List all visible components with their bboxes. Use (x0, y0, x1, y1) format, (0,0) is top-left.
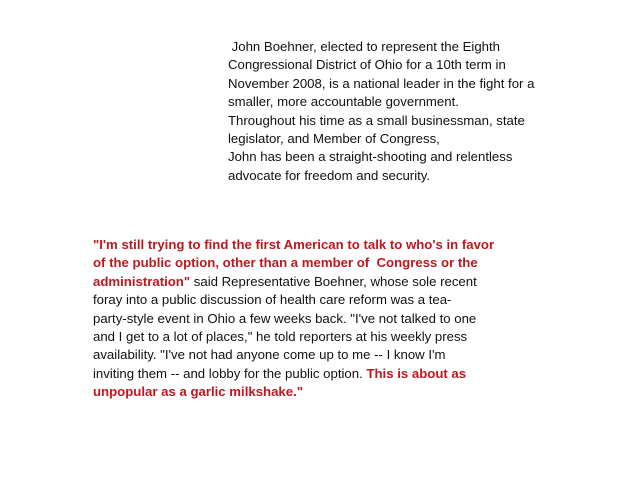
quote-text: inviting them -- and lobby for the public option. (93, 365, 367, 381)
bio-line: John has been a straight-shooting and relentless (228, 149, 513, 165)
bio-line: November 2008, is a national leader in the fight for a (228, 75, 535, 91)
bio-line: advocate for freedom and security. (228, 167, 431, 183)
quote-line-mixed (93, 365, 553, 383)
quote-line-highlighted: of the public option, other than a member of Congress or the (93, 255, 478, 271)
quote-line: party-style event in Ohio a few weeks back. "I've not talked to one (93, 310, 477, 326)
quote-highlight: administration" (93, 273, 191, 289)
quote-line: availability. "I've not had anyone come up to me -- I know I'm (93, 347, 446, 363)
quote-line: and I get to a lot of places," he told reporters at his weekly press (93, 329, 468, 345)
quote-line-highlighted: unpopular as a garlic milkshake." (93, 384, 304, 400)
quote-line-mixed (93, 273, 553, 291)
quote-line-highlighted: "I'm still trying to find the first American to talk to who's in favor (93, 237, 495, 252)
bio-line: legislator, and Member of Congress, (228, 131, 440, 147)
bio-line: John Boehner, elected to represent the Eighth (228, 39, 500, 54)
quote-line: foray into a public discussion of health care reform was a tea- (93, 292, 452, 308)
quote-highlight: This is about as (366, 365, 467, 381)
quote-paragraph (93, 236, 553, 402)
bio-line: smaller, more accountable government. (228, 94, 459, 110)
bio-line: Throughout his time as a small businessman, state (228, 112, 525, 128)
quote-text: said Representative Boehner, whose sole recent (190, 273, 477, 289)
bio-paragraph (228, 38, 628, 185)
bio-line: Congressional District of Ohio for a 10th term in (228, 57, 506, 73)
